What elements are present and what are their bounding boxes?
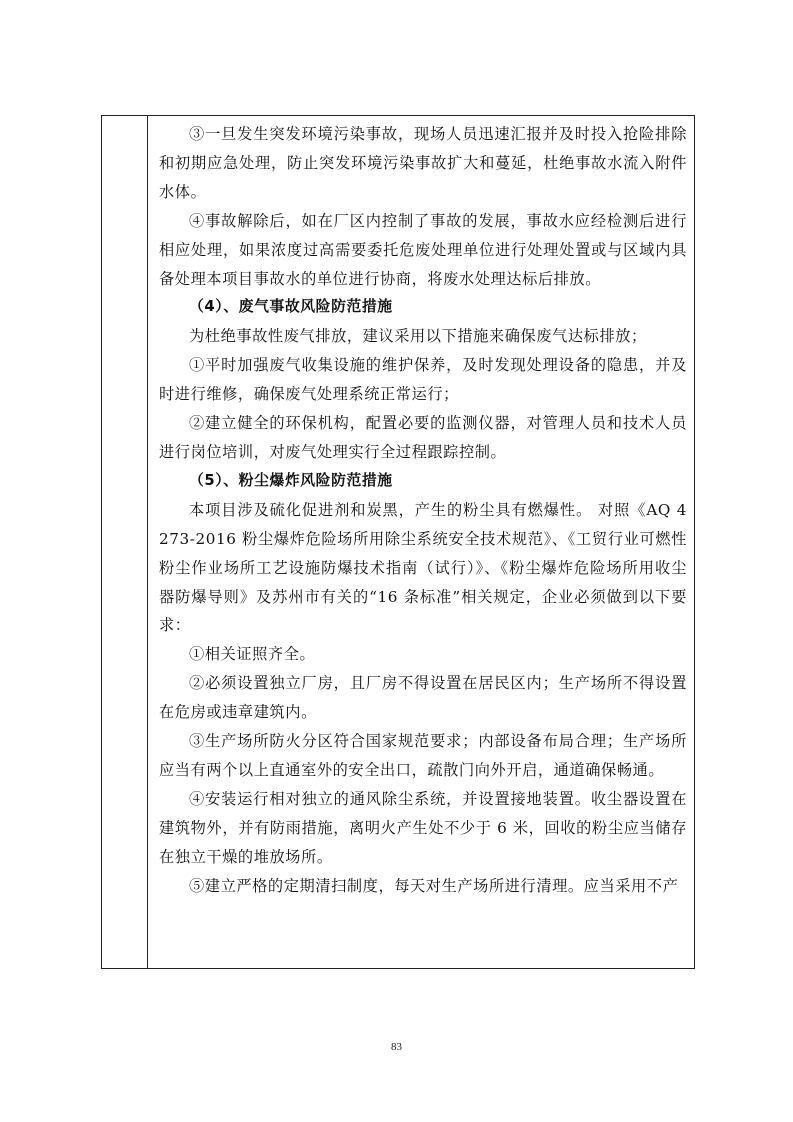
table-frame [101,115,695,969]
table-left-column [102,116,148,968]
page-number: 83 [391,1041,402,1053]
paragraph-exhaust-item-2: ②建立健全的环保机构，配置必要的监测仪器，对管理人员和技术人员进行岗位培训，对废气处理实行全过程跟踪控制。 [159,414,687,461]
paragraph-dust-item-5: ⑤建立严格的定期清扫制度，每天对生产场所进行清理。应当采用不产 [189,876,679,895]
paragraph-dust-item-2: ②必须设置独立厂房，且厂房不得设置在居民区内；生产场所不得设置在危房或违章建筑内。 [159,674,687,722]
table-content-cell [159,120,687,900]
paragraph-dust-item-1: ①相关证照齐全。 [189,645,316,664]
section-heading-dust-explosion: （5）、粉尘爆炸风险防范措施 [189,471,393,489]
paragraph-item-4: ④事故解除后，如在厂区内控制了事故的发展，事故水应经检测后进行相应处理，如果浓度过高需要委托危废处理单位进行处理处置或与区域内具备处理本项目事故水的单位进行协商，将废水处理达标后排放。 [159,211,687,288]
paragraph-dust-item-3: ③生产场所防火分区符合国家规范要求；内部设备布局合理；生产场所应当有两个以上直通室外的安全出口，疏散门向外开启，通道确保畅通。 [159,732,687,779]
paragraph-exhaust-intro: 为杜绝事故性废气排放，建议采用以下措施来确保废气达标排放； [189,327,647,346]
section-heading-exhaust-gas: （4）、废气事故风险防范措施 [189,298,393,316]
paragraph-item-3: ③一旦发生突发环境污染事故，现场人员迅速汇报并及时投入抢险排除和初期应急处理，防止突发环境污染事故扩大和蔓延，杜绝事故水流入附件水体。 [159,125,687,201]
paragraph-dust-item-4: ④安装运行相对独立的通风除尘系统，并设置接地装置。收尘器设置在建筑物外，并有防雨措施，离明火产生处不少于 6 米，回收的粉尘应当储存在独立干燥的堆放场所。 [159,789,687,866]
paragraph-dust-intro: 本项目涉及硫化促进剂和炭黑，产生的粉尘具有燃爆性。 对照《AQ 4273-2016 粉尘爆炸危险场所用除尘系统安全技术规范》、《工贸行业可燃性粉尘作业场所工艺设施防爆技术指南（试行）》、《粉尘爆炸危险场所用收尘器防爆导则》及苏州市有关的“16 条标准”相关规定，企业必须做到以下要求： [159,500,687,635]
paragraph-exhaust-item-1: ①平时加强废气收集设施的维护保养，及时发现处理设备的隐患，并及时进行维修，确保废气处理系统正常运行； [159,356,687,404]
